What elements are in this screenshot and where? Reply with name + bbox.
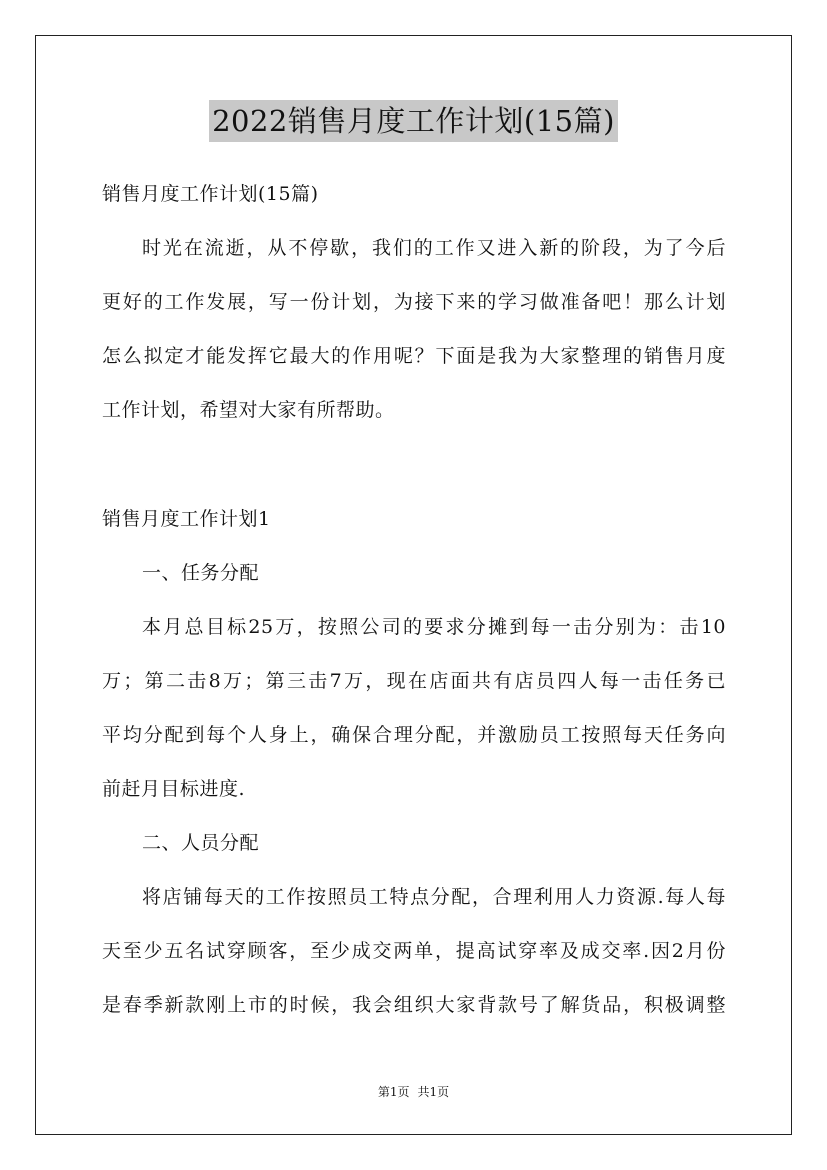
document-subtitle: 销售月度工作计划(15篇) [102, 183, 319, 205]
para-2-line-3: 是春季新款刚上市的时候，我会组织大家背款号了解货品，积极调整 [102, 994, 726, 1016]
heading-task-allocation: 一、任务分配 [142, 562, 260, 584]
section-title: 销售月度工作计划1 [102, 508, 271, 530]
page-total: 共1页 [417, 1085, 450, 1099]
page-footer [0, 1084, 827, 1100]
intro-line-1: 时光在流逝，从不停歇，我们的工作又进入新的阶段，为了今后 [142, 237, 726, 259]
para-1-line-1: 本月总目标25万，按照公司的要求分摊到每一击分别为：击10 [142, 616, 726, 638]
page-number: 第1页 [377, 1085, 410, 1099]
document-title: 2022销售月度工作计划(15篇) [209, 100, 618, 142]
heading-staff-allocation: 二、人员分配 [142, 832, 260, 854]
para-2-line-2: 天至少五名试穿顾客，至少成交两单，提高试穿率及成交率.因2月份 [102, 940, 726, 962]
intro-line-3: 怎么拟定才能发挥它最大的作用呢？下面是我为大家整理的销售月度 [102, 345, 726, 367]
para-1-line-3: 平均分配到每个人身上，确保合理分配，并激励员工按照每天任务向 [102, 724, 726, 746]
title-container [0, 100, 827, 142]
para-1-line-2: 万；第二击8万；第三击7万，现在店面共有店员四人每一击任务已 [102, 670, 726, 692]
intro-line-2: 更好的工作发展，写一份计划，为接下来的学习做准备吧！那么计划 [102, 291, 726, 313]
intro-line-4: 工作计划，希望对大家有所帮助。 [102, 399, 395, 421]
para-1-line-4: 前赶月目标进度. [102, 778, 246, 800]
para-2-line-1: 将店铺每天的工作按照员工特点分配，合理利用人力资源.每人每 [142, 886, 726, 908]
